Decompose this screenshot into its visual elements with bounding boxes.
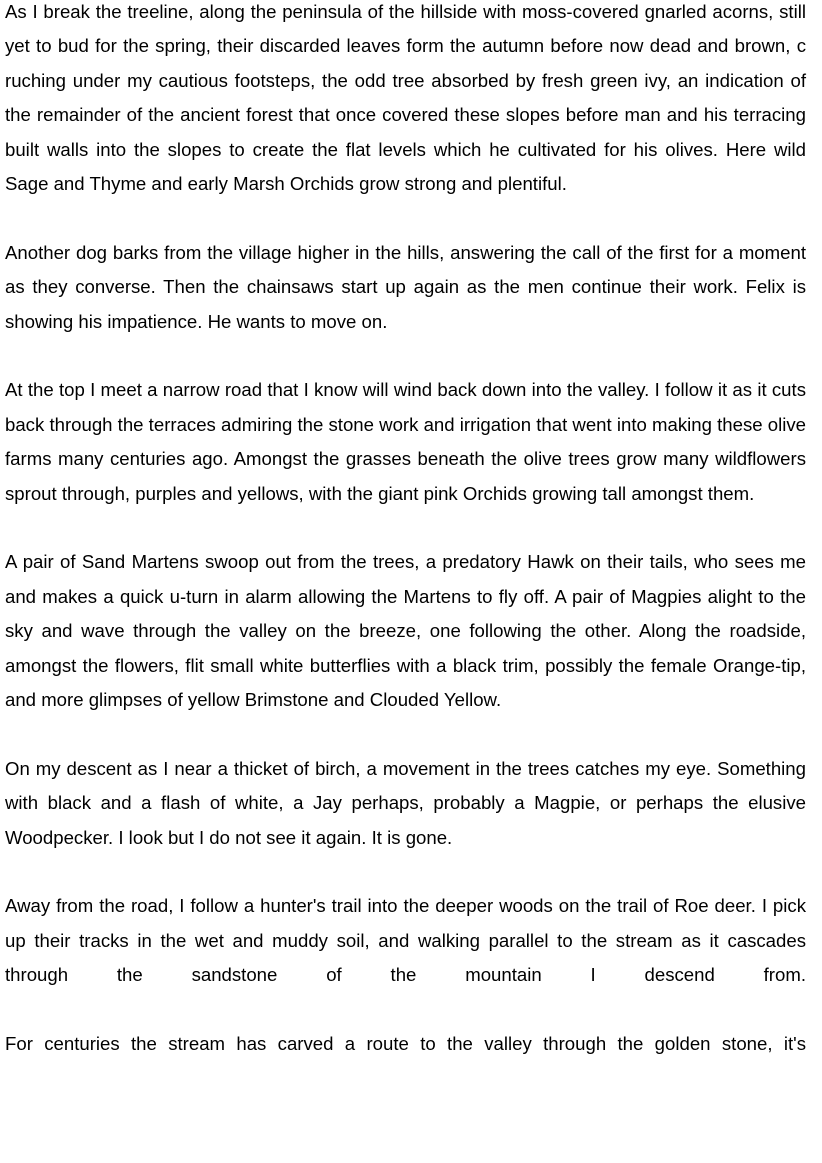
paragraph-descent: On my descent as I near a thicket of birch, a movement in the trees catches my eye. Something with black and a flash of white, a Jay perhaps, probably a Magpie, or perhaps the elusive Woodpecker. I look but I do not see it again. It is gone. xyxy=(5,757,806,848)
paragraph-narrow-road: At the top I meet a narrow road that I know will wind back down into the valley. I follow it as it cuts back through the terraces admiring the stone work and irrigation that went into making these olive farms many centuries ago. Amongst the grasses beneath the olive trees grow many wildflowers sprout through, purples and yellows, with the giant pink Orchids growing tall amongst them. xyxy=(5,379,807,504)
paragraph-hunters-trail: Away from the road, I follow a hunter's trail into the deeper woods on the trail of Roe deer. I pick up their tracks in the wet and muddy soil, and walking parallel to the stream as it cascades through the sandstone of the mountain I descend from. xyxy=(5,895,806,986)
paragraph-dog-barks: Another dog barks from the village higher in the hills, answering the call of the first for a moment as they converse. Then the chainsaws start up again as the men continue their work. Felix is showing his impatience. He wants to move on. xyxy=(5,241,806,332)
paragraph-treeline: As I break the treeline, along the peninsula of the hillside with moss-covered gnarled acorns, still yet to bud for the spring, their discarded leaves form the autumn before now dead and brown, c ruching under my cautious footsteps, the odd tree absorbed by fresh green ivy, an indication of the remainder of the ancient forest that once covered these slopes before man and his terracing built walls into the slopes to create the flat levels which he cultivated for his olives. Here wild Sage and Thyme and early Marsh Orchids grow strong and plentiful. xyxy=(5,1,806,195)
document-body xyxy=(5,0,806,1096)
paragraph-stream: For centuries the stream has carved a route to the valley through the golden stone, it's xyxy=(5,1033,806,1055)
paragraph-sand-martens: A pair of Sand Martens swoop out from the trees, a predatory Hawk on their tails, who sees me and makes a quick u-turn in alarm allowing the Martens to fly off. A pair of Magpies alight to the sky and wave through the valley on the breeze, one following the other. Along the roadside, amongst the flowers, flit small white butterflies with a black trim, possibly the female Orange-tip, and more glimpses of yellow Brimstone and Clouded Yellow. xyxy=(5,551,806,711)
